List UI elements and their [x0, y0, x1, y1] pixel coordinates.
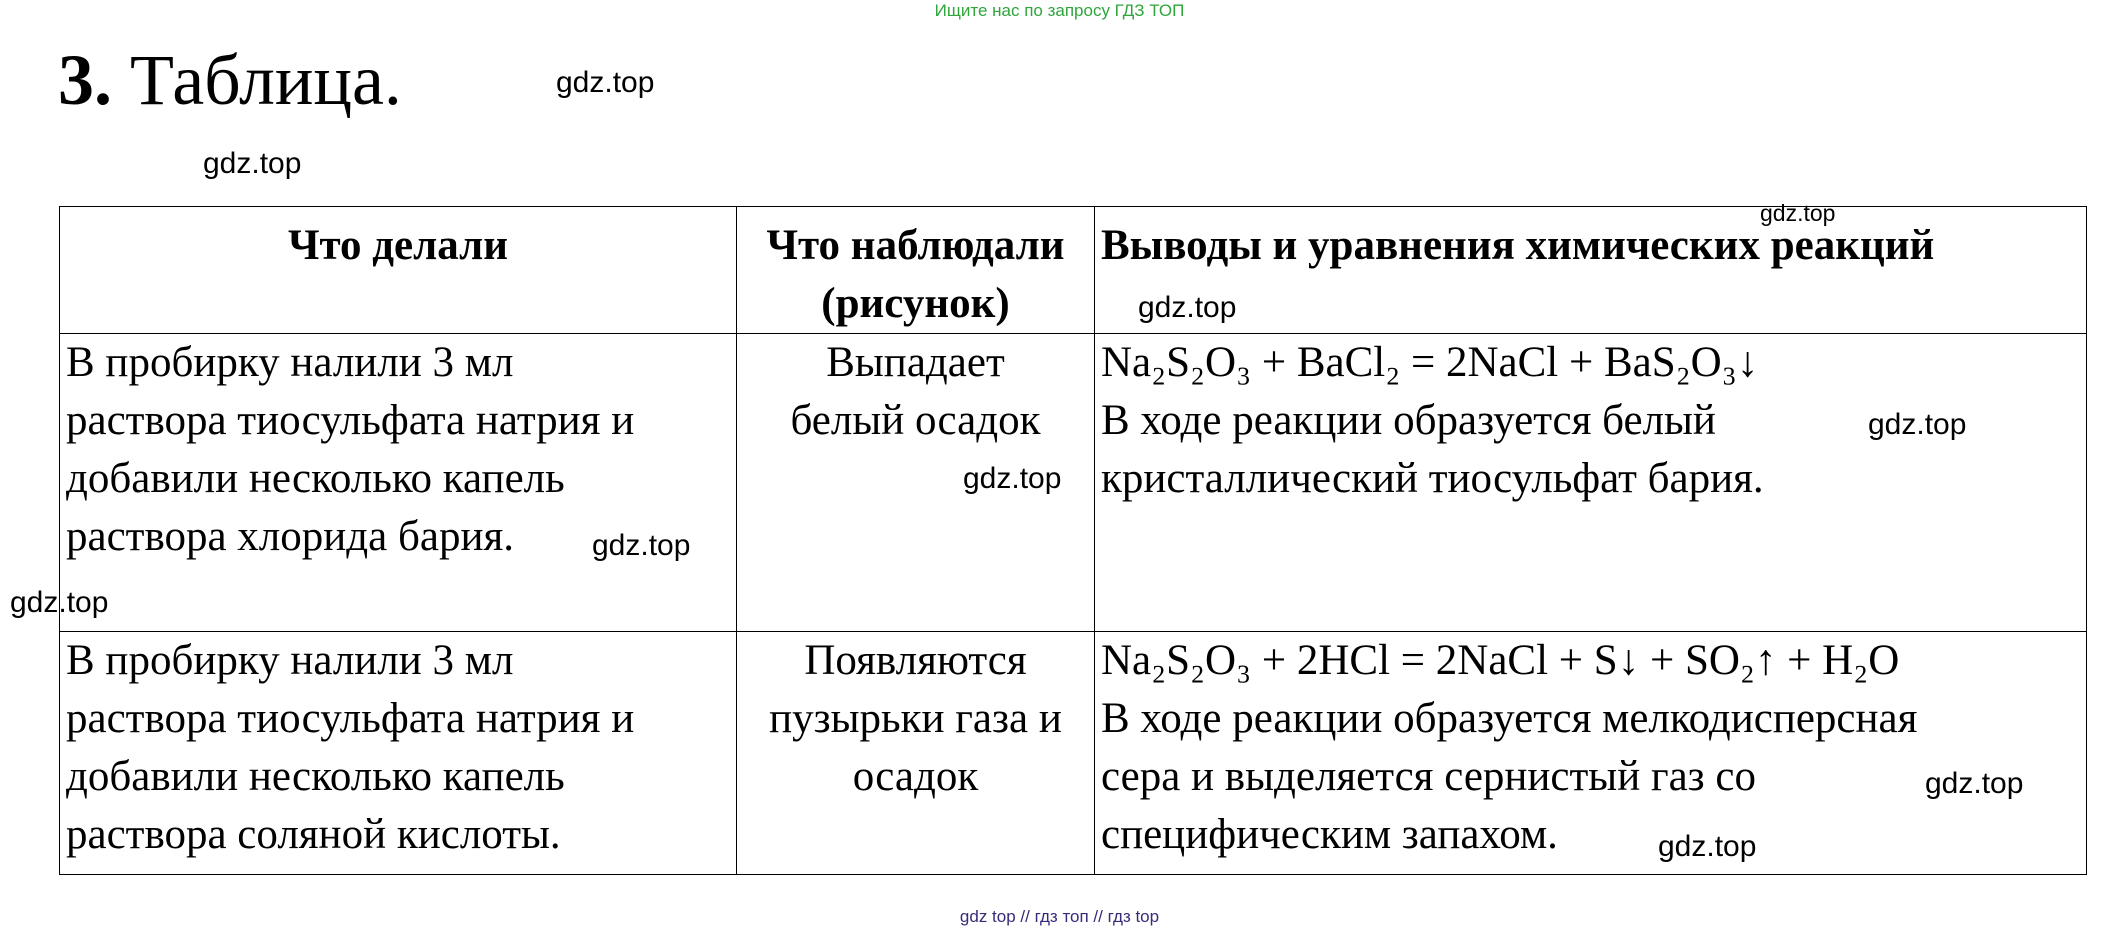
watermark: gdz.top — [556, 66, 655, 99]
watermark: gdz.top — [203, 147, 302, 180]
cell-conclusion: Na₂S₂O₃ + BaCl₂ = 2NaCl + BaS₂O₃↓ В ходе реакции образуется белый кристаллический тиосульфат бария. — [1095, 334, 2087, 632]
header-what-did: Что делали — [60, 207, 737, 334]
table-row — [60, 334, 2087, 632]
table-row — [60, 632, 2087, 875]
header-conclusions: Выводы и уравнения химических реакций — [1095, 207, 2087, 334]
watermark: gdz.top — [963, 462, 1062, 495]
watermark: gdz.top — [10, 586, 109, 619]
cell-observed: Выпадает белый осадок — [737, 334, 1095, 632]
top-banner: Ищите нас по запросу ГДЗ ТОП — [934, 1, 1185, 20]
cell-did: В пробирку налили 3 мл раствора тиосульфата натрия и добавили несколько капель раствора хлорида бария. — [60, 334, 737, 632]
watermark: gdz.top — [1868, 408, 1967, 441]
watermark: gdz.top — [1925, 767, 2024, 800]
reaction-equation: Na₂S₂O₃ + 2HCl = 2NaCl + S↓ + SO₂↑ + H₂O — [1101, 637, 1900, 684]
watermark: gdz.top — [1760, 200, 1836, 226]
cell-did: В пробирку налили 3 мл раствора тиосульфата натрия и добавили несколько капель раствора соляной кислоты. — [60, 632, 737, 875]
page-title — [58, 38, 402, 122]
exercise-number: 3. — [58, 40, 112, 120]
exercise-title: Таблица. — [130, 40, 402, 120]
results-table — [59, 206, 2087, 875]
reaction-equation: Na₂S₂O₃ + BaCl₂ = 2NaCl + BaS₂O₃↓ — [1101, 339, 1759, 386]
watermark: gdz.top — [592, 529, 691, 562]
cell-conclusion: Na₂S₂O₃ + 2HCl = 2NaCl + S↓ + SO₂↑ + H₂O В ходе реакции образуется мелкодисперсная сера и выделяется сернистый газ со специфическим запахом. — [1095, 632, 2087, 875]
footer-links: gdz top // гдз топ // гдз top — [959, 907, 1160, 926]
cell-observed: Появляются пузырьки газа и осадок — [737, 632, 1095, 875]
watermark: gdz.top — [1138, 291, 1237, 324]
header-what-observed: Что наблюдали (рисунок) — [737, 207, 1095, 334]
watermark: gdz.top — [1658, 830, 1757, 863]
